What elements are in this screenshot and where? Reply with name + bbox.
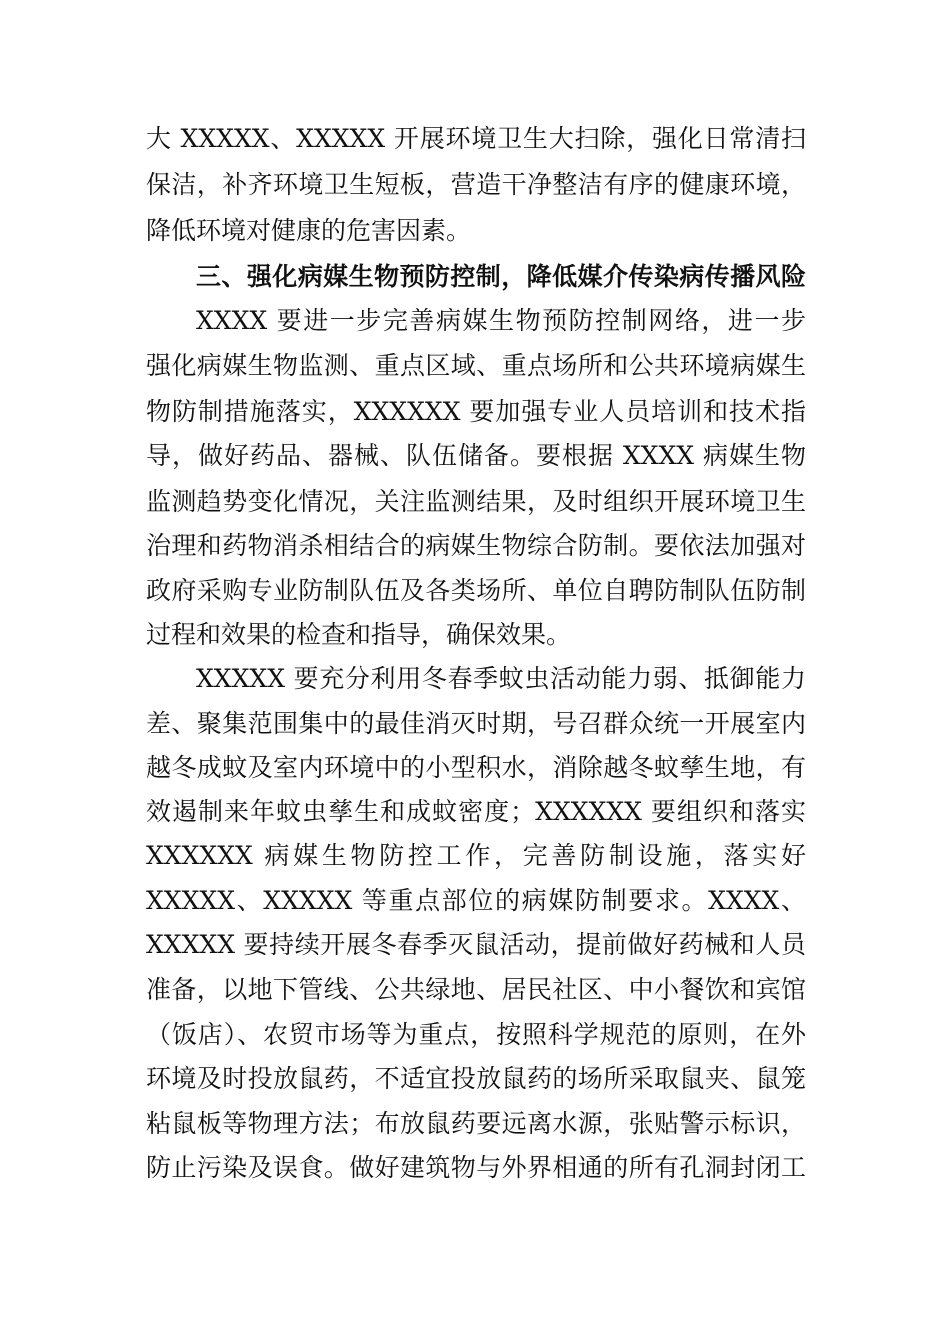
text-line: 大 XXXXX、XXXXX 开展环境卫生大扫除，强化日常清扫	[146, 124, 806, 153]
text-line: 效遏制来年蚊虫孳生和成蚊密度；XXXXXX 要组织和落实	[146, 797, 806, 826]
text-line: 过程和效果的检查和指导，确保效果。	[146, 620, 572, 649]
text-line: 导，做好药品、器械、队伍储备。要根据 XXXX 病媒生物	[146, 441, 806, 470]
text-line: XXXXXX 病媒生物防控工作，完善防制设施，落实好	[146, 841, 806, 870]
text-line: 保洁，补齐环境卫生短板，营造干净整洁有序的健康环境，	[146, 170, 806, 199]
text-line: XXXXX 要持续开展冬春季灭鼠活动，提前做好药械和人员	[146, 930, 806, 959]
text-line: （饭店）、农贸市场等为重点，按照科学规范的原则，在外	[146, 1020, 806, 1049]
text-line: XXXXX 要充分利用冬春季蚊虫活动能力弱、抵御能力	[196, 664, 806, 693]
text-line: 粘鼠板等物理方法；布放鼠药要远离水源，张贴警示标识，	[146, 1109, 806, 1138]
text-line: 降低环境对健康的危害因素。	[146, 216, 472, 245]
text-line: 强化病媒生物监测、重点区域、重点场所和公共环境病媒生	[146, 351, 806, 380]
section-heading: 三、强化病媒生物预防控制，降低媒介传染病传播风险	[196, 262, 806, 291]
text-line: 环境及时投放鼠药，不适宜投放鼠药的场所采取鼠夹、鼠笼	[146, 1064, 806, 1093]
text-line: 监测趋势变化情况，关注监测结果，及时组织开展环境卫生	[146, 487, 806, 516]
text-line: 政府采购专业防制队伍及各类场所、单位自聘防制队伍防制	[146, 576, 806, 605]
text-line: 防止污染及误食。做好建筑物与外界相通的所有孔洞封闭工	[146, 1153, 806, 1182]
text-line: XXXXX、XXXXX 等重点部位的病媒防制要求。XXXX、	[146, 886, 806, 915]
text-line: 准备，以地下管线、公共绿地、居民社区、中小餐饮和宾馆	[146, 975, 806, 1004]
text-line: XXXX 要进一步完善病媒生物预防控制网络，进一步	[196, 306, 806, 335]
text-line: 越冬成蚊及室内环境中的小型积水，消除越冬蚊孳生地，有	[146, 753, 806, 782]
text-line: 物防制措施落实，XXXXXX 要加强专业人员培训和技术指	[146, 397, 806, 426]
text-line: 治理和药物消杀相结合的病媒生物综合防制。要依法加强对	[146, 531, 806, 560]
text-line: 差、聚集范围集中的最佳消灭时期，号召群众统一开展室内	[146, 709, 806, 738]
